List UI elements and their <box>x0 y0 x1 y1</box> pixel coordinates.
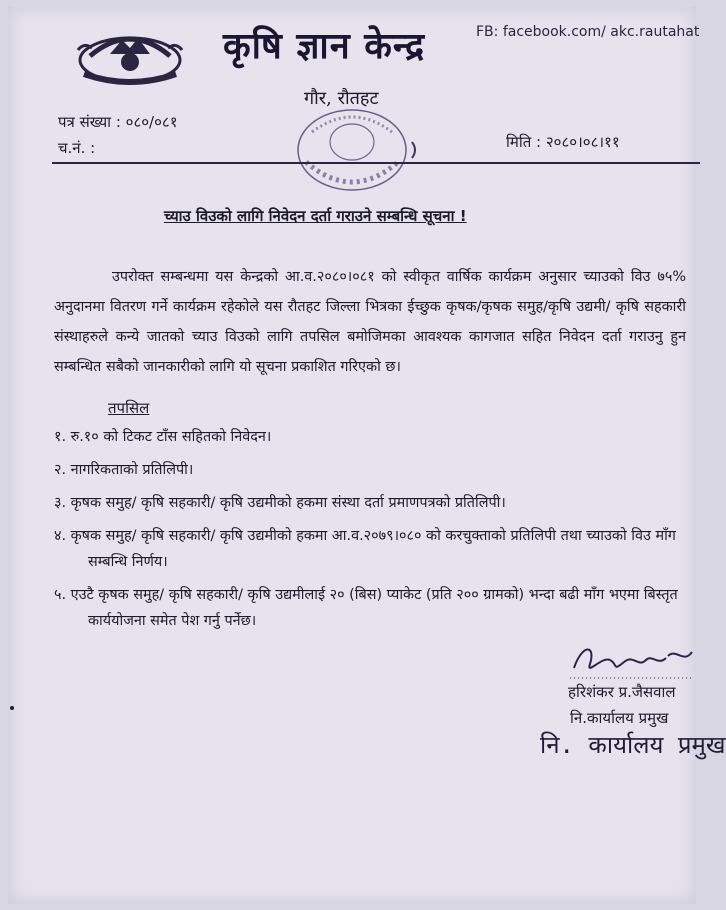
facebook-link-text: FB: facebook.com/ akc.rautahat <box>476 24 700 40</box>
letter-number: पत्र संख्या : ०८०/०८१ <box>58 113 178 131</box>
details-heading: तपसिल <box>108 399 150 417</box>
requirements-list <box>54 424 694 641</box>
header-divider <box>52 162 700 164</box>
signatory-name: हरिशंकर प्र.जैसवाल <box>568 683 676 701</box>
list-item: ४. कृषक समुह/ कृषि सहकारी/ कृषि उद्यमीको हकमा आ.व.२०७९।०८० को करचुक्ताको प्रतिलिपी तथा च्याउको विउ माँग सम्बन्धि निर्णय। <box>54 528 676 570</box>
letter-date: मिति : २०८०।०८।११ <box>506 133 620 151</box>
office-address: गौर, रौतहट <box>304 88 379 109</box>
list-item: १. रु.१० को टिकट टाँस सहितको निवेदन। <box>54 429 272 445</box>
signatory-role: नि.कार्यालय प्रमुख <box>570 709 669 727</box>
designation-stamp: नि. कार्यालय प्रमुख <box>540 731 726 759</box>
list-item: ५. एउटै कृषक समुह/ कृषि सहकारी/ कृषि उद्यमीलाई २० (बिस) प्याकेट (प्रति २०० ग्रामको) भन्दा बढी माँग भएमा बिस्तृत कार्ययोजना समेत पेश गर्नु पर्नेछ। <box>54 587 678 629</box>
notice-body: उपरोक्त सम्बन्धमा यस केन्द्रको आ.व.२०८०।०८१ को स्वीकृत वार्षिक कार्यक्रम अनुसार च्याउको विउ ७५% अनुदानमा वितरण गर्ने कार्यक्रम रहेकोले यस रौतहट जिल्ला भित्रका ईच्छुक कृषक/कृषक समुह/कृषि उद्यमी/ कृषि सहकारी संस्थाहरुले कन्ये जातको च्याउ विउको लागि तपसिल बमोजिमका आवश्यक कागजात सहित निवेदन दर्ता गराउनु हुन सम्बन्धित सबैको जानकारीको लागि यो सूचना प्रकाशित गरिएको छ। <box>54 269 686 375</box>
nepal-emblem-icon <box>70 26 190 88</box>
dispatch-number: च.नं. : <box>58 139 96 157</box>
list-item: २. नागरिकताको प्रतिलिपी। <box>54 462 194 478</box>
list-item: ३. कृषक समुह/ कृषि सहकारी/ कृषि उद्यमीको हकमा संस्था दर्ता प्रमाणपत्रको प्रतिलिपी। <box>54 495 506 511</box>
letter-page <box>8 6 726 904</box>
office-title: कृषि ज्ञान केन्द्र <box>223 25 426 67</box>
office-round-stamp-icon <box>272 102 432 198</box>
notice-subject: च्याउ विउको लागि निवेदन दर्ता गराउने सम्बन्धि सूचना ! <box>164 207 467 225</box>
ink-dot <box>10 706 14 710</box>
signature-icon <box>568 638 698 684</box>
